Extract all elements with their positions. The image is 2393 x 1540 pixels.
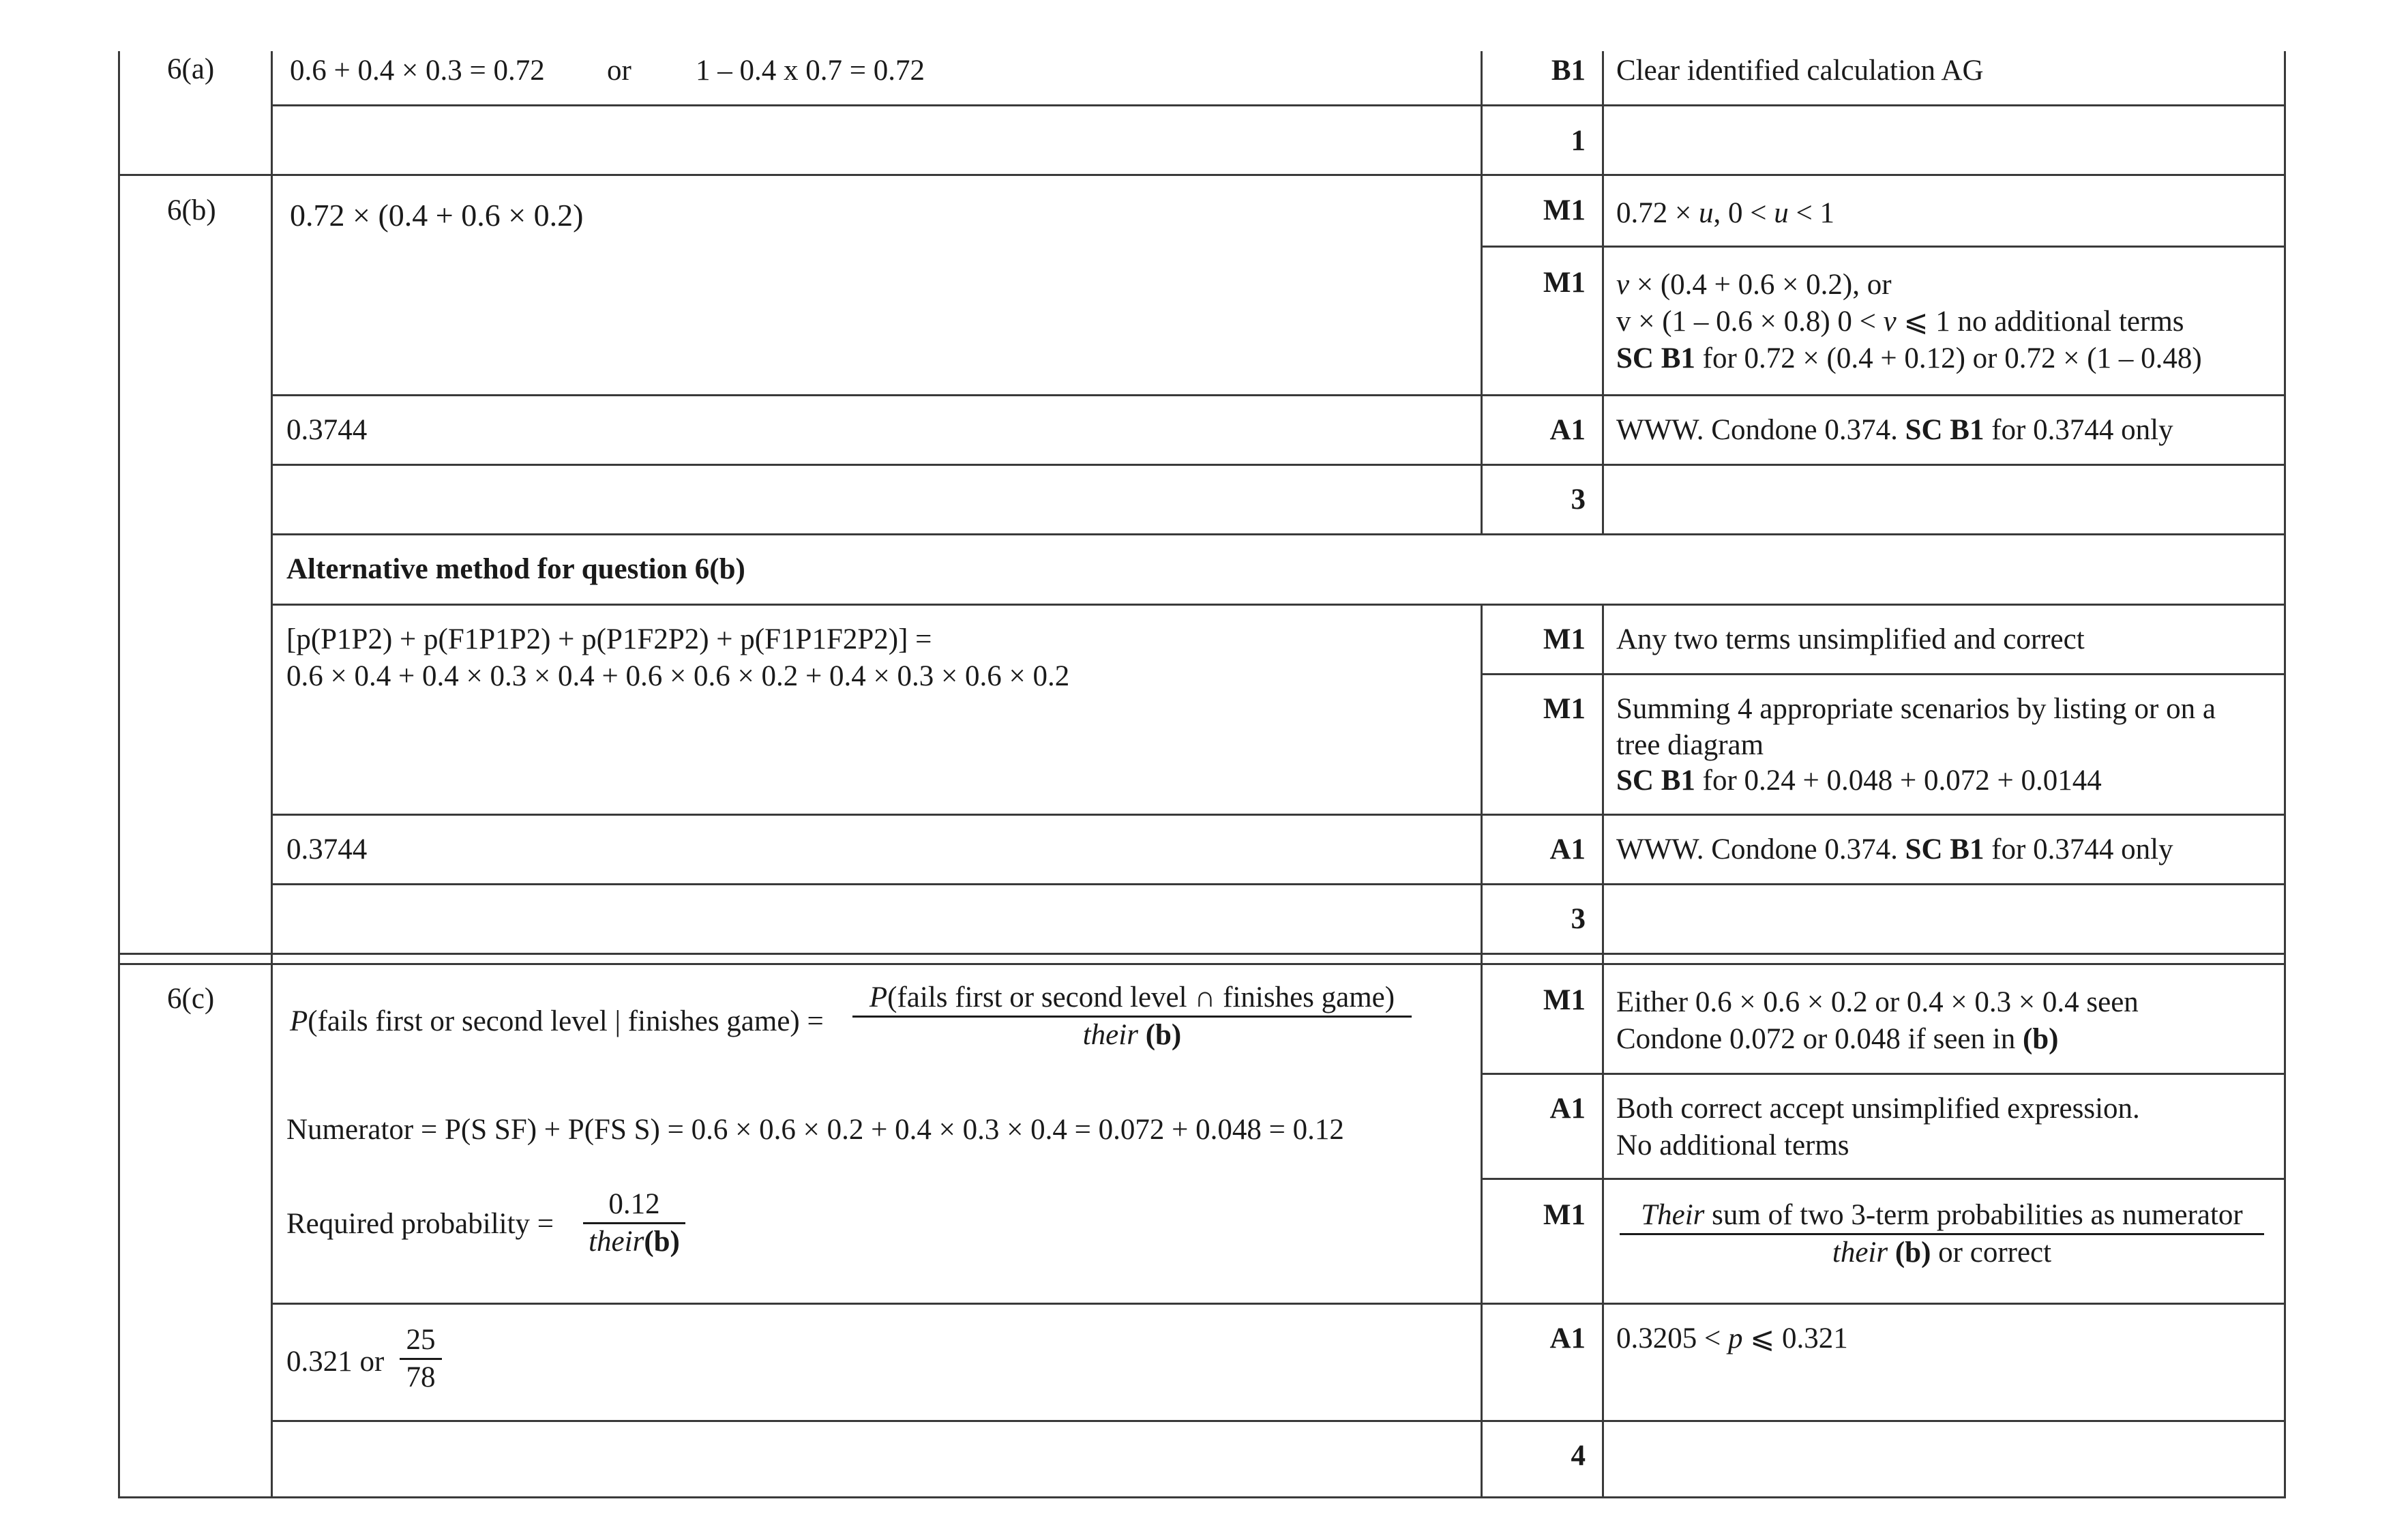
mark: M1 [1543, 623, 1586, 655]
grid-line [271, 464, 2286, 466]
required-probability-label: Required probability = [286, 1208, 554, 1240]
grid-line [1481, 1178, 2286, 1180]
grid-line [1602, 604, 1604, 1498]
question-label: 6(a) [167, 53, 215, 85]
answer-or: or [607, 55, 631, 87]
grid-line [1481, 246, 2286, 248]
guidance-line: No additional terms [1616, 1129, 1849, 1161]
mark: A1 [1549, 1322, 1586, 1354]
mark: A1 [1549, 1093, 1586, 1125]
mark: B1 [1551, 55, 1586, 87]
mark: A1 [1549, 414, 1586, 446]
question-label: 6(b) [167, 194, 216, 226]
guidance-line: v × (1 – 0.6 × 0.8) 0 < v ⩽ 1 no additional terms [1616, 306, 2184, 338]
mark: M1 [1543, 693, 1586, 725]
answer-calculation-alt: 1 – 0.4 x 0.7 = 0.72 [696, 55, 925, 87]
grid-line [271, 51, 273, 1498]
grid-line [118, 953, 2286, 955]
answer-calculation: 0.6 + 0.4 × 0.3 = 0.72 [290, 55, 545, 87]
grid-line [1481, 604, 1483, 1498]
grid-line [118, 174, 2286, 176]
conditional-lhs: P(fails first or second level | finishes game) = [290, 1005, 824, 1037]
guidance: 0.3205 < p ⩽ 0.321 [1616, 1322, 1848, 1354]
question-label: 6(c) [167, 983, 215, 1015]
guidance: Clear identified calculation AG [1616, 55, 1984, 87]
grid-line [1481, 51, 1483, 533]
final-answer-fraction: 25 78 [400, 1322, 442, 1395]
final-answer: 0.3744 [286, 833, 368, 865]
guidance-line: Both correct accept unsimplified expression. [1616, 1093, 2140, 1125]
grid-line [271, 1420, 2286, 1422]
guidance-line: tree diagram [1616, 729, 1764, 761]
final-answer: 0.3744 [286, 414, 368, 446]
alt-method-heading: Alternative method for question 6(b) [286, 553, 745, 585]
grid-line [1602, 51, 1604, 533]
grid-line [118, 1496, 2286, 1498]
required-probability-fraction: 0.12 their(b) [583, 1187, 685, 1260]
grid-line [271, 883, 2286, 885]
grid-line [271, 1303, 2286, 1305]
guidance: WWW. Condone 0.374. SC B1 for 0.3744 only [1616, 833, 2173, 865]
guidance-line: SC B1 for 0.72 × (0.4 + 0.12) or 0.72 × (1 – 0.48) [1616, 342, 2202, 374]
final-answer: 0.321 or [286, 1346, 385, 1378]
mark: M1 [1543, 1199, 1586, 1231]
mark: M1 [1543, 194, 1586, 226]
guidance-line: v × (0.4 + 0.6 × 0.2), or [1616, 269, 1892, 301]
grid-line [118, 51, 120, 1498]
grid-line [271, 604, 2286, 606]
guidance-fraction: Their sum of two 3-term probabilities as numerator their (b) or correct [1620, 1198, 2264, 1271]
guidance: 0.72 × u, 0 < u < 1 [1616, 197, 1835, 229]
guidance-line: Summing 4 appropriate scenarios by listing or on a [1616, 693, 2216, 725]
grid-line [271, 104, 2286, 106]
grid-line [271, 394, 2286, 396]
numerator-working: Numerator = P(S SF) + P(FS S) = 0.6 × 0.6 × 0.2 + 0.4 × 0.3 × 0.4 = 0.072 + 0.048 = 0.12 [286, 1114, 1344, 1146]
grid-line [118, 963, 2286, 965]
grid-line [271, 814, 2286, 816]
guidance: WWW. Condone 0.374. SC B1 for 0.3744 only [1616, 414, 2173, 446]
grid-line [1481, 673, 2286, 675]
grid-line [271, 533, 2286, 535]
conditional-fraction: P(fails first or second level ∩ finishes game) their (b) [852, 980, 1412, 1053]
grid-line [1481, 1073, 2286, 1075]
alt-working-line: [p(P1P2) + p(F1P1P2) + p(P1F2P2) + p(F1P1F2P2)] = [286, 623, 932, 655]
guidance-line: Either 0.6 × 0.6 × 0.2 or 0.4 × 0.3 × 0.4 seen [1616, 986, 2139, 1018]
total-marks: 3 [1571, 484, 1586, 516]
guidance-line: SC B1 for 0.24 + 0.048 + 0.072 + 0.0144 [1616, 765, 2102, 797]
mark: M1 [1543, 984, 1586, 1016]
answer-expression: 0.72 × (0.4 + 0.6 × 0.2) [290, 198, 584, 233]
guidance: Any two terms unsimplified and correct [1616, 623, 2085, 655]
total-marks: 3 [1571, 903, 1586, 935]
total-marks: 4 [1571, 1440, 1586, 1472]
mark: M1 [1543, 267, 1586, 299]
alt-working-line: 0.6 × 0.4 + 0.4 × 0.3 × 0.4 + 0.6 × 0.6 × 0.2 + 0.4 × 0.3 × 0.6 × 0.2 [286, 660, 1070, 692]
guidance-line: Condone 0.072 or 0.048 if seen in (b) [1616, 1023, 2059, 1055]
mark: A1 [1549, 833, 1586, 865]
grid-line [2284, 51, 2286, 1498]
total-marks: 1 [1571, 125, 1586, 157]
